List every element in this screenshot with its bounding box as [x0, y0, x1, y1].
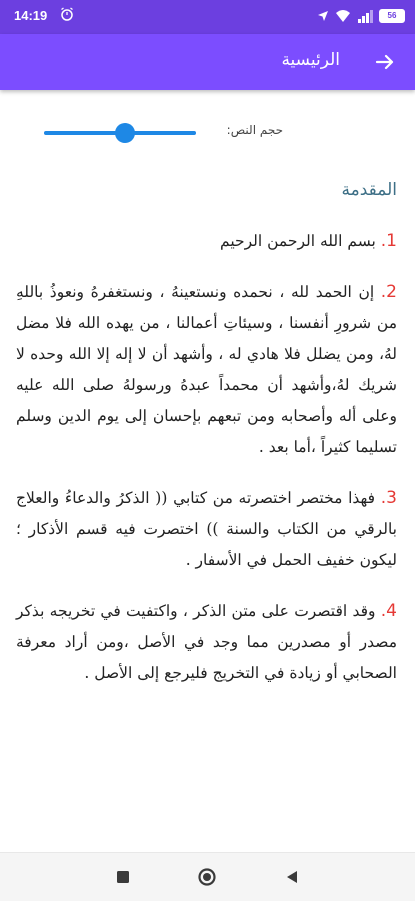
- paragraph-text: إن الحمد لله ، نحمده ونستعينهُ ، ونستغفرهُ ونعوذُ باللهِ من شرورِ أنفسنا ، وسيئاتِ أعمالنا ، من يهده الله فلا مضل لهُ، ومن يضلل فلا هادي له ، وأشهد أن لا إله إلا الله وحده لا شريك لهُ،وأشهد أن محمداً عبدهُ ورسولهُ صلى الله عليه وعلى أله وأصحابه ومن تبعهم بإحسان إلى يوم الدين وسلم تسليما كثيراً ،أما بعد .: [16, 283, 397, 456]
- slider-thumb[interactable]: [115, 123, 135, 143]
- location-icon: [317, 10, 329, 22]
- status-icons: [317, 7, 405, 25]
- paragraph-number: 2.: [380, 282, 397, 302]
- paragraph-1: [16, 226, 397, 257]
- home-circle-icon[interactable]: [197, 867, 217, 887]
- text-size-label: حجم النص:: [226, 123, 283, 137]
- paragraph-2: [16, 277, 397, 463]
- back-triangle-icon[interactable]: [282, 867, 302, 887]
- paragraph-number: 1.: [380, 231, 397, 251]
- text-size-row: [0, 112, 415, 152]
- paragraph-number: 3.: [380, 488, 397, 508]
- page-title: الرئيسية: [281, 50, 340, 70]
- battery-level: 56: [387, 11, 397, 20]
- paragraph-4: [16, 596, 397, 689]
- content-text: [16, 226, 397, 709]
- signal-icon: [357, 9, 373, 23]
- alarm-icon: [60, 7, 74, 21]
- text-size-slider[interactable]: [44, 131, 196, 135]
- paragraph-text: بسم الله الرحمن الرحيم: [220, 232, 381, 250]
- section-heading: المقدمة: [341, 180, 397, 200]
- battery-icon: [379, 9, 405, 23]
- arrow-right-icon[interactable]: [373, 50, 397, 74]
- wifi-icon: [335, 9, 351, 23]
- app-bar: [0, 34, 415, 90]
- recents-square-icon[interactable]: [113, 867, 133, 887]
- status-bar: [0, 0, 415, 34]
- status-time: 14:19: [14, 8, 48, 23]
- paragraph-number: 4.: [380, 601, 397, 621]
- paragraph-text: فهذا مختصر اختصرته من كتابي (( الذكرُ والدعاءُ والعلاج بالرقي من الكتاب والسنة )) اختصرت فيه قسم الأذكار ؛ ليكون خفيف الحمل في الأسفار .: [16, 489, 397, 569]
- system-nav-bar: [0, 852, 415, 901]
- paragraph-text: وقد اقتصرت على متن الذكر ، واكتفيت في تخريجه بذكر مصدر أو مصدرين مما وجد في الأصل ،ومن أراد معرفة الصحابي أو زيادة في التخريج فليرجع إلى الأصل .: [16, 602, 397, 682]
- paragraph-3: [16, 483, 397, 576]
